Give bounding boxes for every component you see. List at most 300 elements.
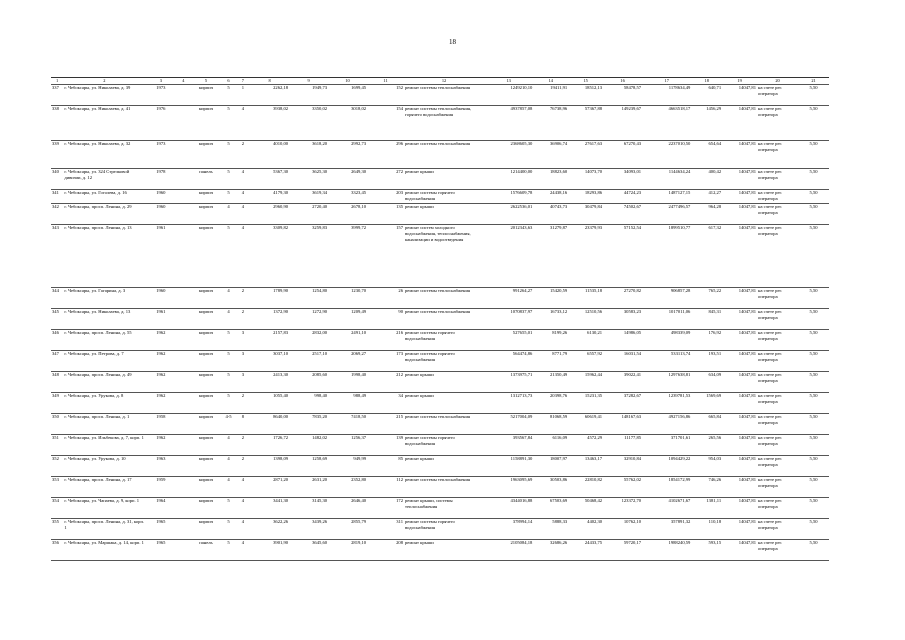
column-number-cell: 8 [250,78,289,85]
table-cell: 1258,69 [289,456,328,477]
table-cell: 7418,50 [328,414,367,435]
table-cell: 4010,00 [250,141,289,169]
table-row [51,372,829,393]
table-cell: 4 [236,519,250,540]
table-cell: 1209,49 [328,309,367,330]
table-cell: 3441,30 [250,498,289,519]
table-cell: 39022,41 [603,372,642,393]
table-cell: 349 [51,393,63,414]
table-cell: 2 [236,435,250,456]
table-cell: 1017011,06 [642,309,691,330]
table-cell: 311 [367,519,404,540]
table-cell: 1239781,53 [642,393,691,414]
table-cell: 272 [367,169,404,190]
table-cell: 845,31 [691,309,722,330]
table-cell: 3618,20 [289,141,328,169]
table-cell: 172 [367,498,404,519]
table-cell: ремонт крыши [404,456,484,477]
table-cell: 345 [51,309,63,330]
table-cell: 67270,43 [603,141,642,169]
table-cell: 81068,59 [533,414,568,435]
table-cell: 5,50 [798,498,829,519]
table-cell: на счете рег. оператора [757,204,798,225]
column-number-cell: 18 [691,78,722,85]
table-cell: 14047,81 [722,435,757,456]
table-cell: 1158891,30 [484,456,533,477]
table-cell: 3622,26 [250,519,289,540]
table-cell: 212 [367,372,404,393]
column-number-cell: 11 [367,78,404,85]
table-cell: 393567,84 [484,435,533,456]
table-cell: 112 [367,477,404,498]
table-cell: ремонт системы теплоснабжения [404,141,484,169]
table-cell: на счете рег. оператора [757,141,798,169]
table-cell: 90 [367,309,404,330]
table-cell: 954,03 [691,456,722,477]
table-cell: на счете рег. оператора [757,190,798,204]
table-cell: 5,50 [798,309,829,330]
table-cell: 14047,81 [722,414,757,435]
column-number-cell: 5 [191,78,222,85]
table-cell: 2832,00 [289,330,328,351]
table-cell: 5,50 [798,456,829,477]
table-cell: ремонт крыши, системы теплоснабжения [404,498,484,519]
table-cell: 14047,81 [722,477,757,498]
table-cell: 342 [51,204,63,225]
table-cell: 2 [236,288,250,309]
table-cell [176,141,190,169]
table-cell: 14986,05 [603,330,642,351]
table-row [51,225,829,288]
table-row [51,106,829,141]
table-cell: 193,51 [691,351,722,372]
table-cell: 964,28 [691,204,722,225]
table-cell: на счете рег. оператора [757,477,798,498]
table-cell: 2237010,50 [642,141,691,169]
table-cell: кирпич [191,498,222,519]
table-cell: 2 [236,141,250,169]
table-cell: 5,50 [798,288,829,309]
column-number-cell: 1 [51,78,63,85]
table-cell: 14047,81 [722,204,757,225]
table-cell: 3619,34 [289,190,328,204]
table-cell: 3439,26 [289,519,328,540]
table-cell: 988,49 [328,393,367,414]
table-cell: 15420,59 [533,288,568,309]
table-cell: на счете рег. оператора [757,498,798,519]
table-cell: 14047,81 [722,190,757,204]
table-cell: 5,50 [798,106,829,141]
table-cell: на счете рег. оператора [757,372,798,393]
table-cell: 1297638,81 [642,372,691,393]
table-cell: 110,18 [691,519,722,540]
table-cell: 4 [236,498,250,519]
table-cell [176,456,190,477]
table-cell: 31279,87 [533,225,568,288]
column-number-cell: 21 [798,78,829,85]
table-cell: 216 [367,330,404,351]
table-cell: 5 [221,106,235,141]
table-cell: 1960 [145,288,176,309]
column-number-cell: 14 [533,78,568,85]
table-cell: 412,27 [691,190,722,204]
table-cell: 58478,57 [603,85,642,106]
table-cell: 3999,72 [328,225,367,288]
table-cell [176,225,190,288]
table-cell: ремонт системы теплоснабжения, горячего водоснабжения [404,106,484,141]
table-cell: кирпич [191,309,222,330]
table-cell: 74502,67 [603,204,642,225]
table-cell: 85 [367,456,404,477]
table-cell: 593,15 [691,540,722,561]
table-cell: 5,50 [798,372,829,393]
table-cell: кирпич [191,141,222,169]
table-cell: 1965 [145,540,176,561]
table-cell: 10762,10 [603,519,642,540]
table-cell: г. Чебоксары, ул. Гагарина, д. 3 [63,288,145,309]
table-cell [176,498,190,519]
table-cell: 355 [51,519,63,540]
table-cell: 11177,85 [603,435,642,456]
table-cell: 350 [51,414,63,435]
table-cell: кирпич [191,106,222,141]
table-cell: 640,71 [691,85,722,106]
table-cell: г. Чебоксары, ул. Гоголева, д. 16 [63,190,145,204]
table-cell: 665,84 [691,414,722,435]
table-cell: 5 [221,141,235,169]
table-cell: 3259,83 [289,225,328,288]
table-cell: 14047,81 [722,456,757,477]
table-cell: 4 [221,477,235,498]
table-cell: на счете рег. оператора [757,519,798,540]
table-cell: 1961 [145,309,176,330]
column-number-cell: 3 [145,78,176,85]
table-cell: 1978 [145,169,176,190]
table-cell: г. Чебоксары, ул. Маршака, д. 14, корп. 1 [63,540,145,561]
table-cell: 57367,88 [568,106,603,141]
table-cell: 5367,30 [250,169,289,190]
table-cell: 4 [221,309,235,330]
table-cell: 27270,82 [603,288,642,309]
table-row [51,477,829,498]
table-cell: 1976 [145,106,176,141]
column-number-cell: 12 [404,78,484,85]
table-cell: 157 [367,225,404,288]
table-cell [176,540,190,561]
table-cell: 5 [221,330,235,351]
table-row [51,540,829,561]
table-cell: 998,40 [289,393,328,414]
table-cell [176,204,190,225]
table-cell: 5,50 [798,414,829,435]
table-cell: 3323,45 [328,190,367,204]
table-row [51,498,829,519]
table-cell: 1576609,78 [484,190,533,204]
table-cell: 203 [367,190,404,204]
table-cell: 5 [221,519,235,540]
table-cell: 1256,37 [328,435,367,456]
table-cell: 1998,40 [328,372,367,393]
table-cell: 2622536,01 [484,204,533,225]
table-cell: 2720,40 [289,204,328,225]
table-cell: ремонт системы горячего водоснабжения [404,351,484,372]
table-cell: 3 [236,351,250,372]
table-cell: 1178634,49 [642,85,691,106]
table-cell: 353 [51,477,63,498]
table-cell: на счете рег. оператора [757,169,798,190]
table-cell: 12510,56 [568,309,603,330]
table-cell: кирпич [191,456,222,477]
table-cell: 344 [51,288,63,309]
table-cell: 354 [51,498,63,519]
table-cell: 2069,27 [328,351,367,372]
table-cell: 44724,23 [603,190,642,204]
table-cell: 347 [51,351,63,372]
table-cell: 2992,73 [328,141,367,169]
table-cell: г. Чебоксары, ул. Николаева, д. 39 [63,85,145,106]
table-cell: 2262,18 [250,85,289,106]
table-cell: 1960 [145,204,176,225]
table-cell: 1249210,10 [484,85,533,106]
table-cell: ремонт системы горячего водоснабжения [404,190,484,204]
table-cell: 14047,81 [722,169,757,190]
table-cell: 2678,10 [328,204,367,225]
table-cell: 2871,20 [250,477,289,498]
table-cell: 2413,30 [250,372,289,393]
table-cell: 55762,02 [603,477,642,498]
table-cell: 3018,02 [328,106,367,141]
table-cell: 14047,81 [722,540,757,561]
table-cell: на счете рег. оператора [757,435,798,456]
table-cell: 14073,70 [568,169,603,190]
table-row [51,141,829,169]
table-row [51,85,829,106]
table-cell: 5 [221,351,235,372]
table-row [51,288,829,309]
table-cell: 5 [221,85,235,106]
table-cell: 4 [236,540,250,561]
table-cell: 338 [51,106,63,141]
table-cell: 1960 [145,190,176,204]
table-cell: 135 [367,204,404,225]
table-cell: 1373975,71 [484,372,533,393]
table-cell: 341 [51,190,63,204]
table-cell: 208 [367,540,404,561]
table-cell: 337 [51,85,63,106]
table-cell: на счете рег. оператора [757,85,798,106]
table-cell: ремонт системы теплоснабжения [404,85,484,106]
column-number-cell: 9 [289,78,328,85]
table-cell: 1230,70 [328,288,367,309]
column-number-cell: 7 [236,78,250,85]
table-cell [176,288,190,309]
table-cell: 3145,30 [289,498,328,519]
table-cell: 356 [51,540,63,561]
table-cell: 2105084,18 [484,540,533,561]
table-cell: 14047,81 [722,498,757,519]
table-cell: 5,50 [798,351,829,372]
table-cell: 18007,97 [533,456,568,477]
table-cell: 6557,92 [568,351,603,372]
table-cell: 2646,40 [328,498,367,519]
table-cell: 2491,10 [328,330,367,351]
table-cell: 1949,73 [289,85,328,106]
column-number-cell: 20 [757,78,798,85]
table-cell: 1094429,22 [642,456,691,477]
table-cell: 5,50 [798,519,829,540]
table-cell [176,414,190,435]
table-cell: 746,26 [691,477,722,498]
table-cell: 1272,90 [289,309,328,330]
table-cell: 4 [236,225,250,288]
table-cell: 2 [236,456,250,477]
table-cell: 14047,81 [722,351,757,372]
table-cell: 1963095,69 [484,477,533,498]
table-cell: на счете рег. оператора [757,414,798,435]
table-cell: г. Чебоксары, ул. Ильбекова, д. 7, корп. 1 [63,435,145,456]
table-cell: 5,50 [798,435,829,456]
table-cell: ремонт системы теплоснабжения [404,414,484,435]
column-number-cell: 19 [722,78,757,85]
table-cell: 1569,69 [691,393,722,414]
table-cell: г. Чебоксары, ул. Николаева, д. 41 [63,106,145,141]
table-cell: 357891,32 [642,519,691,540]
table-cell: 5 [221,225,235,288]
table-cell: г. Чебоксары, ул. Петрова, д. 7 [63,351,145,372]
table-cell: 339 [51,141,63,169]
table-cell: 5,50 [798,141,829,169]
table-cell: 4 [221,456,235,477]
table-cell: на счете рег. оператора [757,288,798,309]
table-cell: 4402,30 [568,519,603,540]
table-cell: 3350,02 [289,106,328,141]
table-cell [176,106,190,141]
table-cell: г. Чебоксары, ул. Урукова, д. 8 [63,393,145,414]
table-cell: 21350,49 [533,372,568,393]
table-cell: ремонт системы горячего водоснабжения [404,435,484,456]
table-cell: 30503,86 [533,477,568,498]
table-cell: 4 [221,204,235,225]
table-cell: 18512,13 [568,85,603,106]
table-cell: ремонт системы теплоснабжения [404,477,484,498]
table-cell: 16733,12 [533,309,568,330]
table-cell: 1372,90 [250,309,289,330]
table-cell: 34093,01 [603,169,642,190]
table-cell: г. Чебоксары, ул. 324 Стрелковой дивизии, д. 12 [63,169,145,190]
table-cell: 2855,79 [328,519,367,540]
table-cell: 4663518,17 [642,106,691,141]
table-cell: 60619,41 [568,414,603,435]
table-cell: г. Чебоксары, просп. Ленина, д. 29 [63,204,145,225]
table-cell: 5 [221,372,235,393]
table-cell: 15962,44 [568,372,603,393]
table-cell: на счете рег. оператора [757,225,798,288]
table-cell: 1963 [145,456,176,477]
table-cell: 26 [367,288,404,309]
table-cell: 2012343,63 [484,225,533,288]
table-cell: 4 [236,169,250,190]
table-cell: 14047,81 [722,372,757,393]
table-cell: 5,50 [798,393,829,414]
table-cell: 564474,86 [484,351,533,372]
table-cell: 14047,81 [722,330,757,351]
table-cell: 4-5 [221,414,235,435]
table-cell: ремонт системы теплоснабжения [404,288,484,309]
table-cell: 1962 [145,393,176,414]
table-cell: 15231,35 [568,393,603,414]
table-cell: 14047,81 [722,106,757,141]
table-cell: 1899510,77 [642,225,691,288]
column-number-cell: 13 [484,78,533,85]
table-cell: на счете рег. оператора [757,330,798,351]
column-number-cell: 16 [603,78,642,85]
column-number-cell: 6 [221,78,235,85]
table-cell [176,169,190,190]
table-cell: 8 [236,414,250,435]
table-cell: 265,56 [691,435,722,456]
table-cell: 34 [367,393,404,414]
table-cell: 4179,30 [250,190,289,204]
table-cell: кирпич [191,204,222,225]
table-cell: 154 [367,106,404,141]
table-cell: 22810,82 [568,477,603,498]
table-cell: 533113,74 [642,351,691,372]
table-cell: 2352,80 [328,477,367,498]
table-row [51,204,829,225]
table-cell: г. Чебоксары, просп. Ленина, д. 1 [63,414,145,435]
table-cell: ремонт крыши [404,540,484,561]
table-cell: 1964 [145,498,176,519]
table-cell: 3 [236,372,250,393]
table-cell: 5,50 [798,85,829,106]
table-cell: 906857,28 [642,288,691,309]
table-cell: 11535,18 [568,288,603,309]
table-cell [176,477,190,498]
table-cell: 1959 [145,477,176,498]
table-cell: кирпич [191,414,222,435]
table-cell: 50468,42 [568,498,603,519]
table-cell: 5,50 [798,540,829,561]
table-cell: 2631,20 [289,477,328,498]
table-cell: 18823,60 [533,169,568,190]
table-cell: 2649,30 [328,169,367,190]
table-cell: 346 [51,330,63,351]
table-cell: 2085,60 [289,372,328,393]
table-cell: 5 [221,190,235,204]
table-cell: кирпич [191,435,222,456]
table-cell: ремонт крыши [404,393,484,414]
table-cell: 4 [221,288,235,309]
table-cell: ремонт крыши [404,169,484,190]
table-cell: 3309,82 [250,225,289,288]
table-cell: 1962 [145,351,176,372]
table-cell: 149239,67 [603,106,642,141]
table-cell: кирпич [191,393,222,414]
table-cell: 3901,90 [250,540,289,561]
table-cell: 14047,81 [722,309,757,330]
table-cell: 1 [236,85,250,106]
table-cell: 343 [51,225,63,288]
table-row [51,519,829,540]
table-cell: 3037,10 [250,351,289,372]
table-row [51,190,829,204]
table-cell: 1312713,73 [484,393,533,414]
table-cell: 5,50 [798,330,829,351]
table-cell: 4 [236,477,250,498]
table-cell: 30479,84 [568,204,603,225]
table-cell: 23379,93 [568,225,603,288]
table-cell: на счете рег. оператора [757,393,798,414]
